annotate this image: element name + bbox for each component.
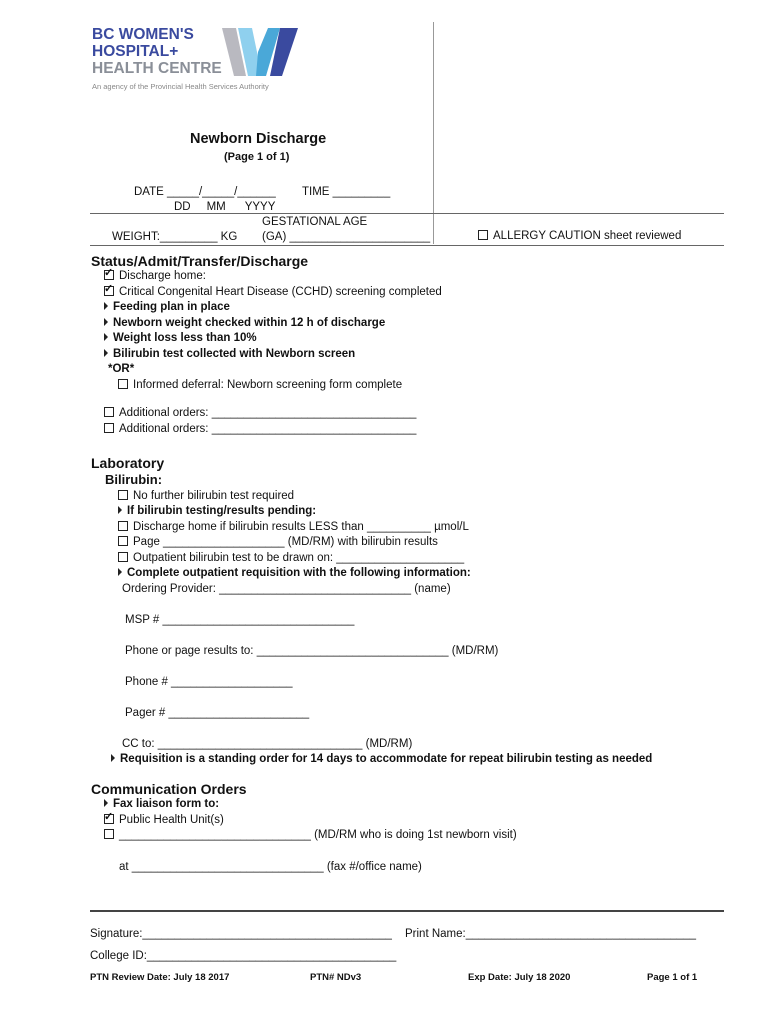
- date-field[interactable]: DATE _____/_____/______: [134, 186, 276, 198]
- bullet-arrow-icon: [104, 333, 108, 341]
- page-provider-row[interactable]: [118, 536, 438, 548]
- phone-field[interactable]: Phone # ___________________: [125, 676, 293, 688]
- org-name-line3: HEALTH CENTRE: [92, 60, 222, 77]
- time-field[interactable]: TIME _________: [302, 186, 391, 198]
- additional-orders-checkbox[interactable]: [104, 423, 114, 433]
- ordering-provider-field[interactable]: Ordering Provider: ______________________________ (name): [122, 583, 451, 595]
- ptn-review-date: PTN Review Date: July 18 2017: [90, 972, 230, 983]
- status-bullet: Weight loss less than 10%: [104, 332, 257, 344]
- status-bullet: Feeding plan in place: [104, 301, 230, 313]
- at-fax-field[interactable]: at ______________________________ (fax #/office name): [119, 861, 422, 873]
- allergy-checkbox[interactable]: [478, 230, 488, 240]
- bilirubin-heading: Bilirubin:: [105, 472, 163, 487]
- requisition-bullet: Complete outpatient requisition with the following information:: [118, 567, 471, 579]
- cc-field[interactable]: CC to: ________________________________ (MD/RM): [122, 738, 413, 750]
- header-divider: [433, 22, 434, 244]
- public-health-label: Public Health Unit(s): [119, 814, 224, 826]
- pending-bullet: If bilirubin testing/results pending:: [118, 505, 316, 517]
- print-name-field[interactable]: Print Name:____________________________________: [405, 928, 696, 940]
- weight-field[interactable]: WEIGHT:_________ KG: [112, 231, 238, 243]
- bullet-arrow-icon: [111, 754, 115, 762]
- standing-order-bullet: Requisition is a standing order for 14 days to accommodate for repeat bilirubin testing as needed: [111, 753, 652, 765]
- outpatient-row[interactable]: [118, 552, 464, 564]
- additional-orders-label: Additional orders: ________________________________: [119, 407, 417, 419]
- mdrm-checkbox[interactable]: [104, 829, 114, 839]
- informed-deferral-row[interactable]: [118, 379, 402, 391]
- discharge-if-row[interactable]: [118, 521, 469, 533]
- ptn-number: PTN# NDv3: [310, 972, 362, 983]
- pager-field[interactable]: Pager # ______________________: [125, 707, 310, 719]
- gestational-age-label: GESTATIONAL AGE: [262, 216, 368, 228]
- no-further-row[interactable]: [118, 490, 294, 502]
- page-provider-checkbox[interactable]: [118, 536, 128, 546]
- page-provider-label: Page ___________________ (MD/RM) with bilirubin results: [133, 536, 438, 548]
- bullet-arrow-icon: [104, 318, 108, 326]
- additional-orders-label: Additional orders: ________________________________: [119, 423, 417, 435]
- footer-divider: [90, 910, 724, 912]
- bullet-arrow-icon: [118, 506, 122, 514]
- phone-results-field[interactable]: Phone or page results to: ______________________________ (MD/RM): [125, 645, 499, 657]
- cchd-row[interactable]: [104, 286, 442, 298]
- additional-orders-checkbox[interactable]: [104, 407, 114, 417]
- date-format-hint: DD MM YYYY: [174, 201, 276, 213]
- no-further-checkbox[interactable]: [118, 490, 128, 500]
- gestational-age-field[interactable]: (GA) ______________________: [262, 231, 431, 243]
- discharge-home-label: Discharge home:: [119, 270, 206, 282]
- org-name-line1: BC WOMEN'S: [92, 26, 194, 43]
- cchd-checkbox[interactable]: [104, 286, 114, 296]
- bullet-arrow-icon: [104, 302, 108, 310]
- informed-deferral-checkbox[interactable]: [118, 379, 128, 389]
- status-bullet: Bilirubin test collected with Newborn screen: [104, 348, 355, 360]
- outpatient-label: Outpatient bilirubin test to be drawn on: ____________________: [133, 552, 465, 564]
- laboratory-heading: Laboratory: [91, 455, 165, 471]
- allergy-caution-row[interactable]: [478, 230, 681, 242]
- bullet-arrow-icon: [118, 568, 122, 576]
- outpatient-checkbox[interactable]: [118, 552, 128, 562]
- discharge-if-checkbox[interactable]: [118, 521, 128, 531]
- public-health-row[interactable]: [104, 814, 224, 826]
- org-name-line2: HOSPITAL+: [92, 43, 179, 60]
- fax-bullet: Fax liaison form to:: [104, 798, 219, 810]
- page-title: Newborn Discharge: [190, 131, 327, 147]
- additional-orders-row[interactable]: [104, 423, 416, 435]
- discharge-home-checkbox[interactable]: [104, 270, 114, 280]
- bullet-arrow-icon: [104, 799, 108, 807]
- additional-orders-row[interactable]: [104, 407, 416, 419]
- exp-date: Exp Date: July 18 2020: [468, 972, 571, 983]
- status-bullet: Newborn weight checked within 12 h of discharge: [104, 317, 385, 329]
- allergy-label: ALLERGY CAUTION sheet reviewed: [493, 230, 682, 242]
- discharge-if-label: Discharge home if bilirubin results LESS than __________ µmol/L: [133, 521, 469, 533]
- or-label: *OR*: [108, 363, 135, 375]
- footer-page-number: Page 1 of 1: [647, 972, 698, 983]
- status-heading: Status/Admit/Transfer/Discharge: [91, 253, 309, 269]
- patient-bottom-divider: [90, 245, 724, 246]
- signature-field[interactable]: Signature:_______________________________________: [90, 928, 392, 940]
- college-id-field[interactable]: College ID:_______________________________________: [90, 950, 397, 962]
- mdrm-label: ______________________________ (MD/RM who is doing 1st newborn visit): [119, 829, 517, 841]
- agency-text: An agency of the Provincial Health Services Authority: [92, 82, 269, 91]
- informed-deferral-label: Informed deferral: Newborn screening form complete: [133, 379, 403, 391]
- communication-heading: Communication Orders: [91, 781, 247, 797]
- cchd-label: Critical Congenital Heart Disease (CCHD) screening completed: [119, 286, 442, 298]
- bullet-arrow-icon: [104, 349, 108, 357]
- w-logo-mark: [222, 26, 302, 78]
- no-further-label: No further bilirubin test required: [133, 490, 295, 502]
- mdrm-row[interactable]: [104, 829, 517, 841]
- msp-field[interactable]: MSP # ______________________________: [125, 614, 355, 626]
- discharge-home-row[interactable]: [104, 270, 206, 282]
- patient-divider: [90, 213, 724, 214]
- page-subtitle: (Page 1 of 1): [224, 151, 290, 163]
- public-health-checkbox[interactable]: [104, 814, 114, 824]
